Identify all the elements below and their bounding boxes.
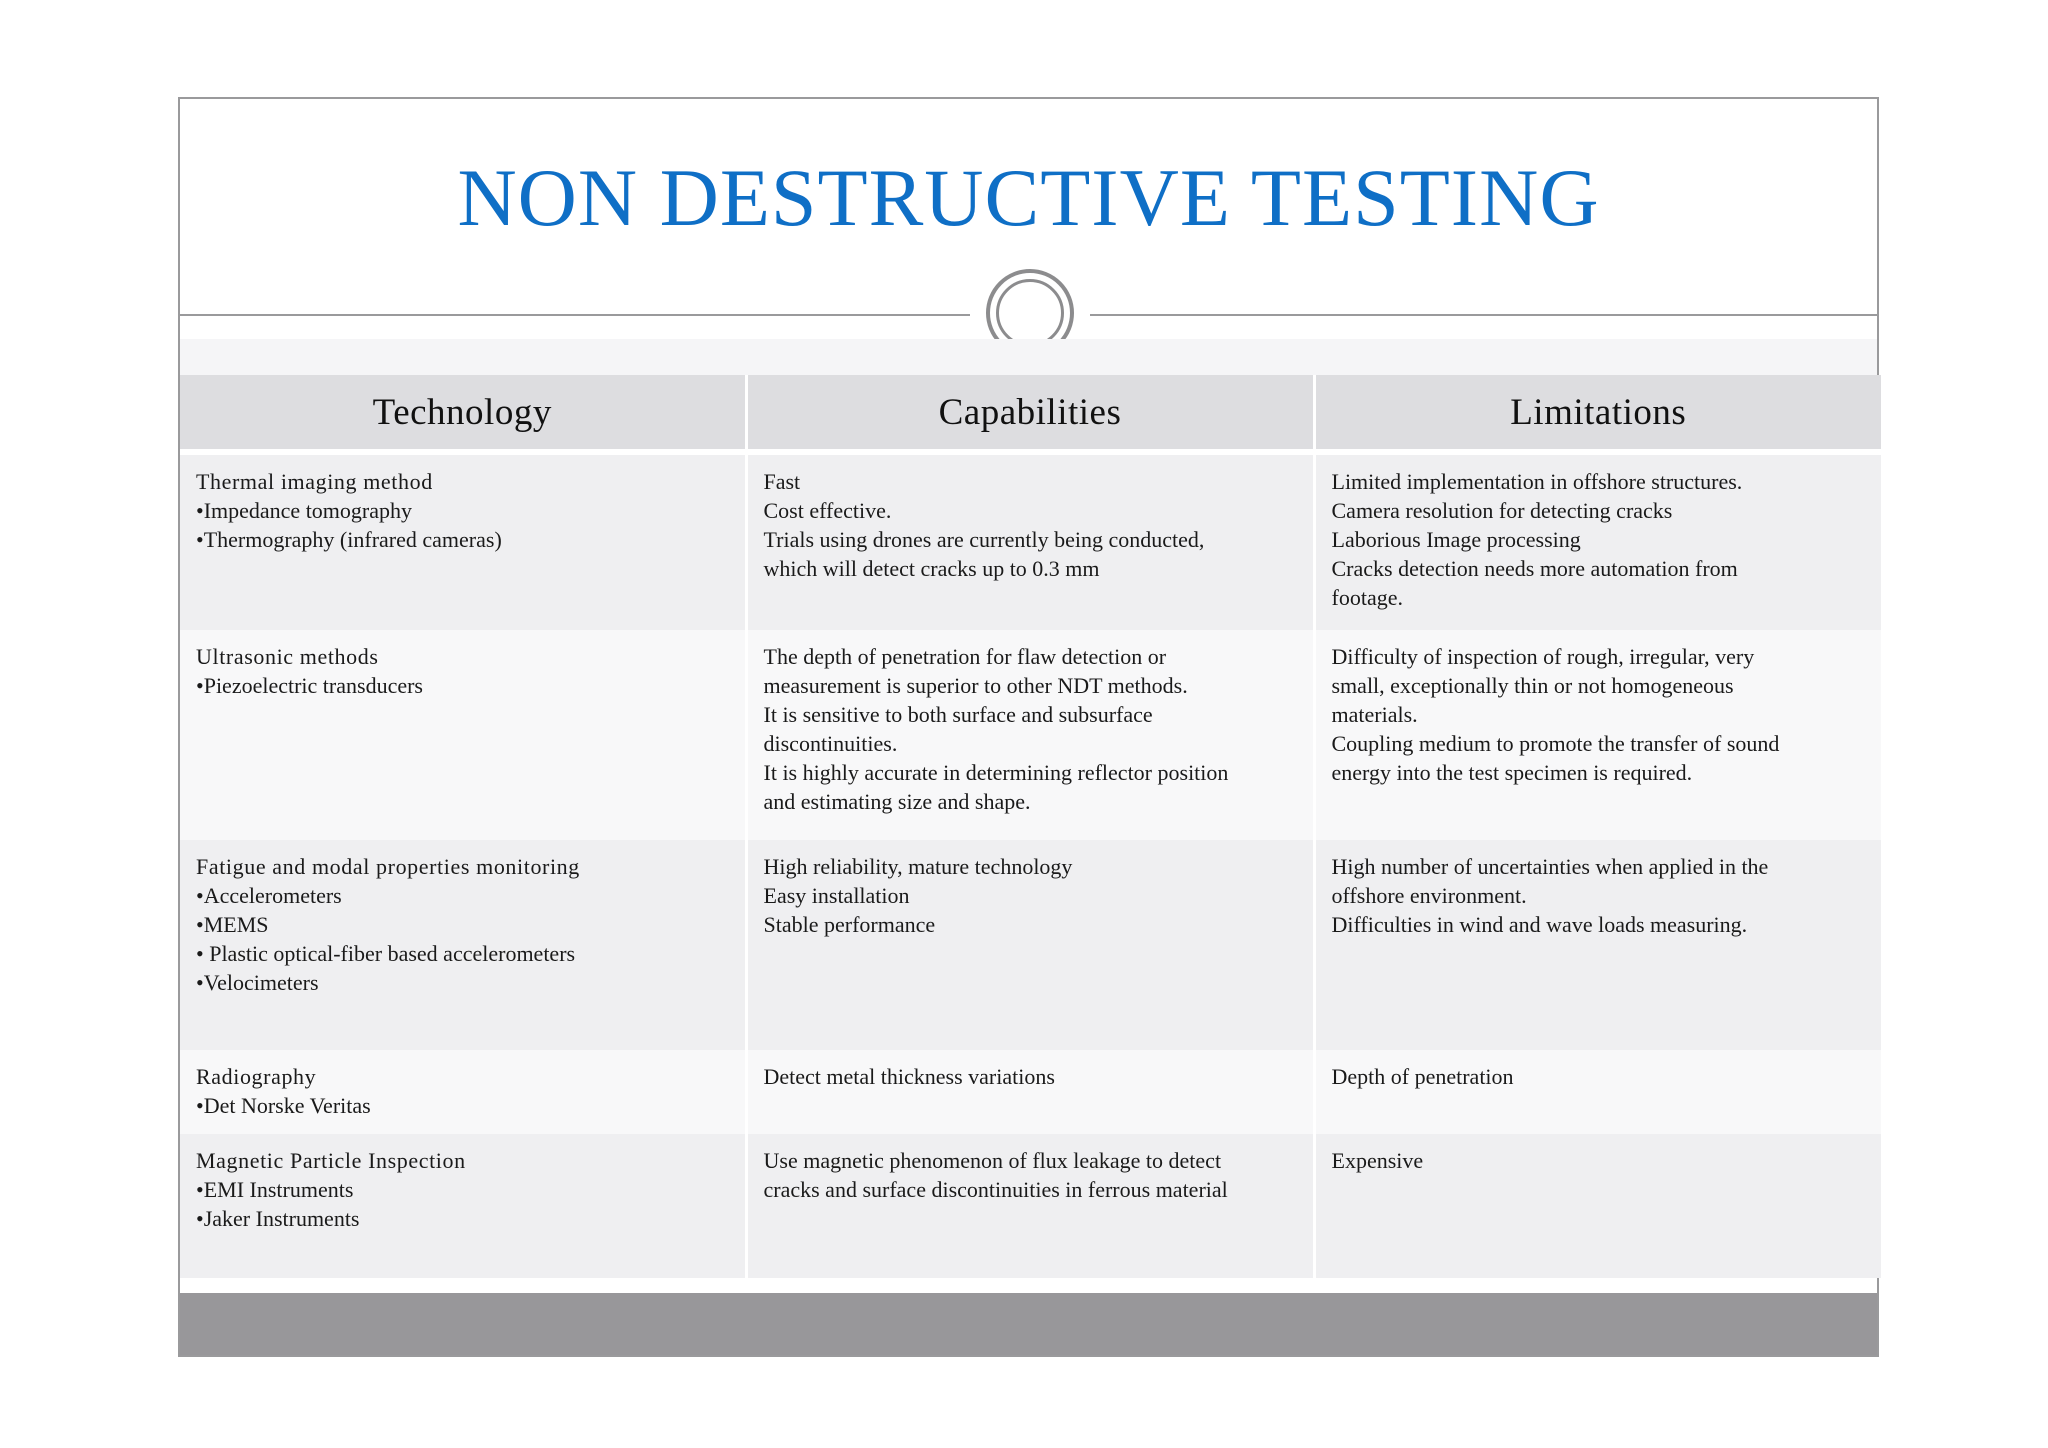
technology-item: •EMI Instruments [196, 1177, 354, 1202]
cell-technology [180, 1134, 746, 1278]
technology-item: •Jaker Instruments [196, 1206, 360, 1231]
capabilities-line: measurement is superior to other NDT methods. [763, 673, 1188, 698]
limitations-line: Difficulties in wind and wave loads measuring. [1331, 912, 1748, 937]
technology-name: Ultrasonic methods [196, 644, 379, 669]
limitations-line: Laborious Image processing [1331, 527, 1581, 552]
technology-item: •Velocimeters [196, 970, 319, 995]
cell-technology [180, 452, 746, 630]
cell-capabilities [746, 1050, 1314, 1134]
limitations-line: High number of uncertainties when applied in the [1331, 854, 1769, 879]
table-header-row [180, 375, 1881, 452]
technology-name: Fatigue and modal properties monitoring [196, 854, 580, 879]
capabilities-line: discontinuities. [763, 731, 898, 756]
table-row [180, 840, 1881, 1050]
ndt-table-container [180, 375, 1877, 1278]
header-limitations: Limitations [1314, 375, 1881, 452]
cell-capabilities [746, 452, 1314, 630]
capabilities-line: which will detect cracks up to 0.3 mm [763, 556, 1100, 581]
cell-capabilities [746, 630, 1314, 840]
limitations-line: Limited implementation in offshore structures. [1331, 469, 1743, 494]
technology-item: • Plastic optical-fiber based accelerometers [196, 941, 576, 966]
capabilities-line: cracks and surface discontinuities in ferrous material [763, 1177, 1228, 1202]
cell-technology [180, 630, 746, 840]
cell-technology [180, 1050, 746, 1134]
capabilities-line: Cost effective. [763, 498, 892, 523]
table-row [180, 1050, 1881, 1134]
cell-limitations [1314, 630, 1881, 840]
limitations-line: Coupling medium to promote the transfer of sound [1331, 731, 1780, 756]
header-technology: Technology [180, 375, 746, 452]
limitations-line: Camera resolution for detecting cracks [1331, 498, 1673, 523]
table-row [180, 630, 1881, 840]
capabilities-line: It is sensitive to both surface and subsurface [763, 702, 1153, 727]
cell-capabilities [746, 840, 1314, 1050]
table-body [180, 452, 1881, 1278]
limitations-line: Depth of penetration [1331, 1064, 1514, 1089]
capabilities-line: Stable performance [763, 912, 936, 937]
technology-name: Magnetic Particle Inspection [196, 1148, 466, 1173]
technology-item: •Accelerometers [196, 883, 342, 908]
limitations-line: materials. [1331, 702, 1418, 727]
header-capabilities: Capabilities [746, 375, 1314, 452]
cell-technology [180, 840, 746, 1050]
cell-limitations [1314, 452, 1881, 630]
technology-item: •MEMS [196, 912, 269, 937]
technology-item: •Det Norske Veritas [196, 1093, 371, 1118]
capabilities-line: Detect metal thickness variations [763, 1064, 1055, 1089]
limitations-line: Difficulty of inspection of rough, irregular, very [1331, 644, 1755, 669]
table-row [180, 452, 1881, 630]
capabilities-line: Trials using drones are currently being conducted, [763, 527, 1205, 552]
limitations-line: energy into the test specimen is required. [1331, 760, 1693, 785]
header-band [180, 339, 1877, 375]
technology-name: Thermal imaging method [196, 469, 433, 494]
footer-bar [180, 1293, 1877, 1355]
limitations-line: small, exceptionally thin or not homogeneous [1331, 673, 1734, 698]
limitations-line: Expensive [1331, 1148, 1424, 1173]
capabilities-line: and estimating size and shape. [763, 789, 1031, 814]
slide-title: NON DESTRUCTIVE TESTING [457, 152, 1600, 243]
cell-limitations [1314, 840, 1881, 1050]
capabilities-line: Use magnetic phenomenon of flux leakage to detect [763, 1148, 1222, 1173]
table-row [180, 1134, 1881, 1278]
slide [178, 97, 1879, 1357]
capabilities-line: It is highly accurate in determining reflector position [763, 760, 1229, 785]
limitations-line: offshore environment. [1331, 883, 1527, 908]
technology-name: Radiography [196, 1064, 317, 1089]
capabilities-line: The depth of penetration for flaw detection or [763, 644, 1167, 669]
capabilities-line: Fast [763, 469, 801, 494]
divider-right [1090, 314, 1877, 316]
limitations-line: Cracks detection needs more automation from [1331, 556, 1738, 581]
capabilities-line: High reliability, mature technology [763, 854, 1073, 879]
cell-limitations [1314, 1050, 1881, 1134]
ndt-table [180, 375, 1881, 1278]
capabilities-line: Easy installation [763, 883, 910, 908]
technology-item: •Piezoelectric transducers [196, 673, 423, 698]
technology-item: •Thermography (infrared cameras) [196, 527, 502, 552]
divider-left [180, 314, 970, 316]
cell-limitations [1314, 1134, 1881, 1278]
cell-capabilities [746, 1134, 1314, 1278]
technology-item: •Impedance tomography [196, 498, 413, 523]
limitations-line: footage. [1331, 585, 1403, 610]
